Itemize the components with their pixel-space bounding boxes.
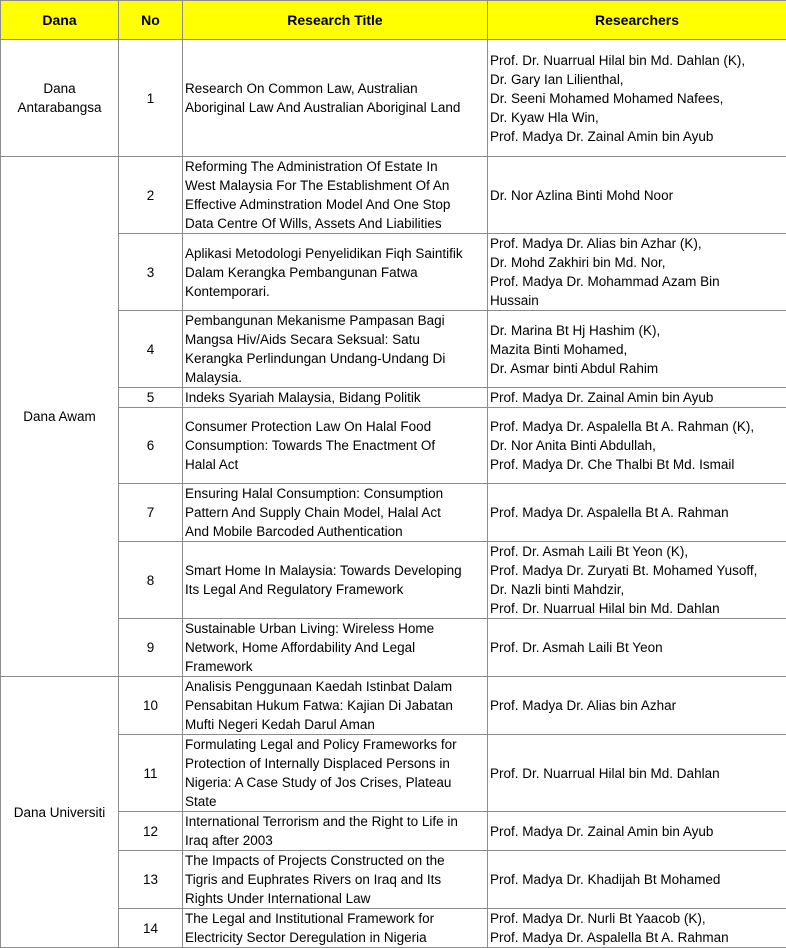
research-title-cell [183, 408, 488, 484]
row-number: 11 [119, 735, 183, 812]
header-research-title: Research Title [183, 1, 488, 40]
table-row [1, 851, 786, 909]
researchers-cell [488, 619, 786, 677]
researcher-line: Prof. Madya Dr. Che Thalbi Bt Md. Ismail [490, 455, 784, 474]
research-title-cell [183, 909, 488, 948]
researchers-cell [488, 311, 786, 388]
research-title-cell [183, 619, 488, 677]
title-line: Aboriginal Law And Australian Aboriginal Land [185, 98, 485, 117]
researcher-line: Prof. Dr. Nuarrual Hilal bin Md. Dahlan [490, 764, 784, 783]
group-cell-dana-awam [1, 157, 119, 677]
row-number: 5 [119, 388, 183, 408]
table-row [1, 677, 786, 735]
title-line: Halal Act [185, 455, 485, 474]
researchers-cell [488, 851, 786, 909]
researcher-line: Dr. Seeni Mohamed Mohamed Nafees, [490, 89, 784, 108]
title-line: Mufti Negeri Kedah Darul Aman [185, 715, 485, 734]
researcher-line: Dr. Gary Ian Lilienthal, [490, 70, 784, 89]
title-line: Tigris and Euphrates Rivers on Iraq and Its [185, 870, 485, 889]
research-title-cell [183, 388, 488, 408]
table-row [1, 619, 786, 677]
researcher-line: Prof. Madya Dr. Zainal Amin bin Ayub [490, 822, 784, 841]
researcher-line: Dr. Mohd Zakhiri bin Md. Nor, [490, 253, 784, 272]
table-row [1, 812, 786, 851]
researcher-line: Prof. Madya Dr. Alias bin Azhar [490, 696, 784, 715]
researchers-cell [488, 542, 786, 619]
title-line: Consumer Protection Law On Halal Food [185, 417, 485, 436]
research-title-cell [183, 484, 488, 542]
title-line: Analisis Penggunaan Kaedah Istinbat Dalam [185, 677, 485, 696]
table-row [1, 388, 786, 408]
researcher-line: Prof. Dr. Nuarrual Hilal bin Md. Dahlan [490, 599, 784, 618]
title-line: Kerangka Perlindungan Undang-Undang Di [185, 349, 485, 368]
row-number: 14 [119, 909, 183, 948]
title-line: Pembangunan Mekanisme Pampasan Bagi [185, 311, 485, 330]
researcher-line: Dr. Kyaw Hla Win, [490, 108, 784, 127]
researcher-line: Dr. Asmar binti Abdul Rahim [490, 359, 784, 378]
researcher-line: Dr. Nor Anita Binti Abdullah, [490, 436, 784, 455]
row-number: 1 [119, 40, 183, 157]
title-line: Network, Home Affordability And Legal [185, 638, 485, 657]
researchers-cell [488, 812, 786, 851]
row-number: 9 [119, 619, 183, 677]
table-row [1, 234, 786, 311]
researcher-line: Dr. Marina Bt Hj Hashim (K), [490, 321, 784, 340]
researcher-line: Dr. Nazli binti Mahdzir, [490, 580, 784, 599]
title-line: State [185, 792, 485, 811]
row-number: 7 [119, 484, 183, 542]
researcher-line: Prof. Madya Dr. Aspalella Bt A. Rahman [490, 928, 784, 947]
researcher-line: Prof. Madya Dr. Zuryati Bt. Mohamed Yusoff, [490, 561, 784, 580]
group-name-line: Dana Universiti [3, 803, 116, 822]
title-line: Pensabitan Hukum Fatwa: Kajian Di Jabatan [185, 696, 485, 715]
title-line: Smart Home In Malaysia: Towards Developing [185, 561, 485, 580]
group-cell-dana-universiti [1, 677, 119, 948]
researchers-cell [488, 735, 786, 812]
research-title-cell [183, 542, 488, 619]
title-line: West Malaysia For The Establishment Of An [185, 176, 485, 195]
researcher-line: Prof. Madya Dr. Zainal Amin bin Ayub [490, 388, 784, 407]
researchers-cell [488, 388, 786, 408]
row-number: 8 [119, 542, 183, 619]
title-line: Nigeria: A Case Study of Jos Crises, Plateau [185, 773, 485, 792]
row-number: 3 [119, 234, 183, 311]
researcher-line: Prof. Madya Dr. Mohammad Azam Bin [490, 272, 784, 291]
research-title-cell [183, 851, 488, 909]
title-line: Indeks Syariah Malaysia, Bidang Politik [185, 388, 485, 407]
title-line: Consumption: Towards The Enactment Of [185, 436, 485, 455]
title-line: Its Legal And Regulatory Framework [185, 580, 485, 599]
title-line: Electricity Sector Deregulation in Nigeria [185, 928, 485, 947]
title-line: Formulating Legal and Policy Frameworks for [185, 735, 485, 754]
title-line: Iraq after 2003 [185, 831, 485, 850]
research-title-cell [183, 157, 488, 234]
researchers-cell [488, 408, 786, 484]
research-title-cell [183, 234, 488, 311]
group-name-line: Antarabangsa [3, 98, 116, 117]
header-row [1, 1, 786, 40]
title-line: And Mobile Barcoded Authentication [185, 522, 485, 541]
research-title-cell [183, 812, 488, 851]
researcher-line: Prof. Madya Dr. Nurli Bt Yaacob (K), [490, 909, 784, 928]
table-row [1, 157, 786, 234]
row-number: 6 [119, 408, 183, 484]
title-line: Sustainable Urban Living: Wireless Home [185, 619, 485, 638]
title-line: Framework [185, 657, 485, 676]
title-line: Research On Common Law, Australian [185, 79, 485, 98]
researcher-line: Prof. Madya Dr. Zainal Amin bin Ayub [490, 127, 784, 146]
title-line: Rights Under International Law [185, 889, 485, 908]
title-line: The Impacts of Projects Constructed on the [185, 851, 485, 870]
title-line: Dalam Kerangka Pembangunan Fatwa [185, 263, 485, 282]
research-title-cell [183, 677, 488, 735]
title-line: Pattern And Supply Chain Model, Halal Act [185, 503, 485, 522]
researcher-line: Mazita Binti Mohamed, [490, 340, 784, 359]
researcher-line: Hussain [490, 291, 784, 310]
header-dana: Dana [1, 1, 119, 40]
row-number: 10 [119, 677, 183, 735]
row-number: 2 [119, 157, 183, 234]
table-row [1, 311, 786, 388]
group-cell-dana-antarabangsa [1, 40, 119, 157]
researcher-line: Dr. Nor Azlina Binti Mohd Noor [490, 186, 784, 205]
researcher-line: Prof. Dr. Asmah Laili Bt Yeon [490, 638, 784, 657]
row-number: 12 [119, 812, 183, 851]
table-row [1, 40, 786, 157]
researchers-cell [488, 484, 786, 542]
title-line: The Legal and Institutional Framework for [185, 909, 485, 928]
researcher-line: Prof. Madya Dr. Alias bin Azhar (K), [490, 234, 784, 253]
title-line: Malaysia. [185, 368, 485, 387]
group-name-line: Dana Awam [3, 407, 116, 426]
researchers-cell [488, 677, 786, 735]
researchers-cell [488, 157, 786, 234]
header-researchers: Researchers [488, 1, 786, 40]
researcher-line: Prof. Madya Dr. Aspalella Bt A. Rahman [490, 503, 784, 522]
researcher-line: Prof. Madya Dr. Khadijah Bt Mohamed [490, 870, 784, 889]
title-line: Ensuring Halal Consumption: Consumption [185, 484, 485, 503]
table-row [1, 542, 786, 619]
row-number: 4 [119, 311, 183, 388]
researchers-cell [488, 40, 786, 157]
research-title-cell [183, 40, 488, 157]
researcher-line: Prof. Dr. Nuarrual Hilal bin Md. Dahlan (K), [490, 51, 784, 70]
header-no: No [119, 1, 183, 40]
title-line: Reforming The Administration Of Estate In [185, 157, 485, 176]
table-row [1, 735, 786, 812]
table-row [1, 909, 786, 948]
title-line: Kontemporari. [185, 282, 485, 301]
research-title-cell [183, 735, 488, 812]
group-name-line: Dana [3, 79, 116, 98]
research-title-cell [183, 311, 488, 388]
title-line: Protection of Internally Displaced Persons in [185, 754, 485, 773]
table-row [1, 408, 786, 484]
title-line: International Terrorism and the Right to Life in [185, 812, 485, 831]
table-row [1, 484, 786, 542]
row-number: 13 [119, 851, 183, 909]
researcher-line: Prof. Dr. Asmah Laili Bt Yeon (K), [490, 542, 784, 561]
researcher-line: Prof. Madya Dr. Aspalella Bt A. Rahman (K), [490, 417, 784, 436]
title-line: Effective Adminstration Model And One Stop [185, 195, 485, 214]
title-line: Data Centre Of Wills, Assets And Liabilities [185, 214, 485, 233]
title-line: Aplikasi Metodologi Penyelidikan Fiqh Saintifik [185, 244, 485, 263]
researchers-cell [488, 234, 786, 311]
researchers-cell [488, 909, 786, 948]
title-line: Mangsa Hiv/Aids Secara Seksual: Satu [185, 330, 485, 349]
